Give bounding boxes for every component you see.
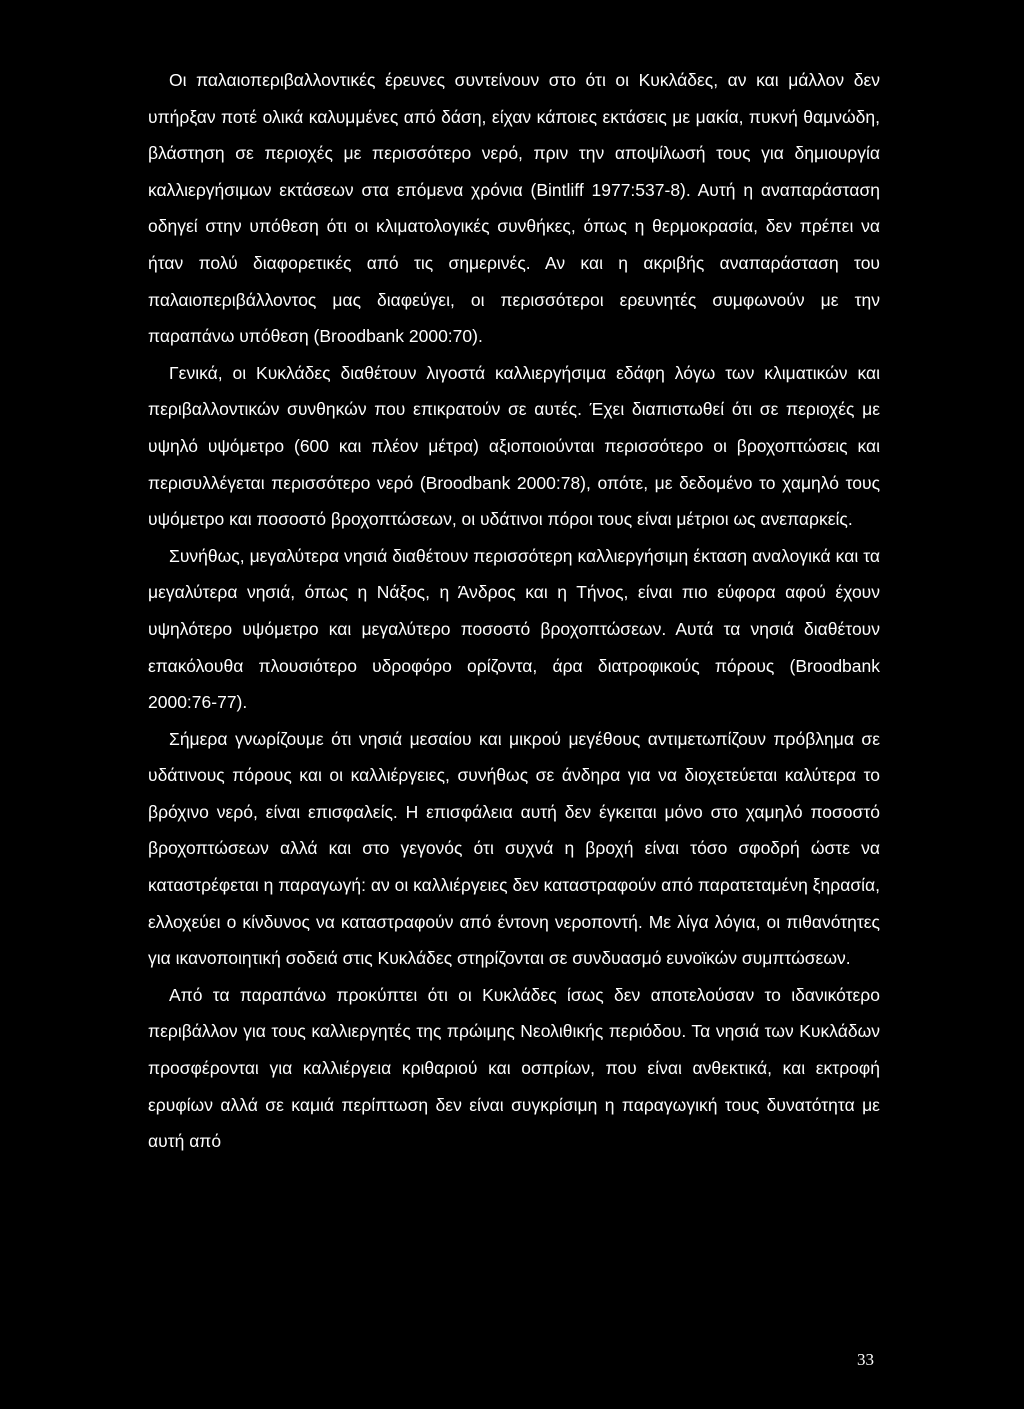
paragraph-neolithic-farmers: Από τα παραπάνω προκύπτει ότι οι Κυκλάδες ίσως δεν αποτελούσαν το ιδανικότερο περιβάλλον για τους καλλιεργητές της πρώιμης Νεολιθικής περιόδου. Τα νησιά των Κυκλάδων προσφέρονται για καλλιέργεια κριθαριού και οσπρίων, που είναι ανθεκτικά, και εκτροφή ερυφίων αλλά σε καμιά περίπτωση δεν είναι συγκρίσιμη η παραγωγική τους δυνατότητα με αυτή από bbox=[148, 984, 880, 1152]
paragraph-water-resources: Σήμερα γνωρίζουμε ότι νησιά μεσαίου και μικρού μεγέθους αντιμετωπίζουν πρόβλημα σε υδάτινους πόρους και οι καλλιέργειες, συνήθως σε άνδηρα για να διοχετεύεται καλύτερα το βρόχινο νερό, είναι επισφαλείς. Η επισφάλεια αυτή δεν έγκειται μόνο στο χαμηλό ποσοστό βροχοπτώσεων αλλά και στο γεγονός ότι συχνά η βροχή είναι τόσο σφοδρή ώστε να καταστρέφεται η παραγωγή: αν οι καλλιέργειες δεν καταστραφούν από παρατεταμένη ξηρασία, ελλοχεύει ο κίνδυνος να καταστραφούν από έντονη νεροποντή. Με λίγα λόγια, οι πιθανότητες για ικανοποιητική σοδειά στις Κυκλάδες στηρίζονται σε συνδυασμό ευνοϊκών συμπτώσεων. bbox=[148, 728, 880, 969]
page-number: 33 bbox=[857, 1350, 874, 1369]
paragraph-arable-land: Γενικά, οι Κυκλάδες διαθέτουν λιγοστά καλλιεργήσιμα εδάφη λόγω των κλιματικών και περιβαλλοντικών συνθηκών που επικρατούν σε αυτές. Έχει διαπιστωθεί ότι σε περιοχές με υψηλό υψόμετρο (600 και πλέον μέτρα) αξιοποιούνται περισσότερο οι βροχοπτώσεις και περισυλλέγεται περισσότερο νερό (Broodbank 2000:78), οπότε, με δεδομένο το χαμηλό τους υψόμετρο και ποσοστό βροχοπτώσεων, οι υδάτινοι πόροι τους είναι μέτριοι ως ανεπαρκείς. bbox=[148, 362, 880, 530]
page-body bbox=[148, 62, 880, 1160]
paragraph-paleoenvironment: Οι παλαιοπεριβαλλοντικές έρευνες συντείνουν στο ότι οι Κυκλάδες, αν και μάλλον δεν υπήρξαν ποτέ ολικά καλυμμένες από δάση, είχαν κάποιες εκτάσεις με μακία, πυκνή θαμνώδη, βλάστηση σε περιοχές με περισσότερο νερό, πριν την αποψίλωσή τους για δημιουργία καλλιεργήσιμων εκτάσεων στα επόμενα χρόνια (Bintliff 1977:537-8). Αυτή η αναπαράσταση οδηγεί στην υπόθεση ότι οι κλιματολογικές συνθήκες, όπως η θερμοκρασία, δεν πρέπει να ήταν πολύ διαφορετικές από τις σημερινές. Αν και η ακριβής αναπαράσταση του παλαιοπεριβάλλοντος μας διαφεύγει, οι περισσότεροι ερευνητές συμφωνούν με την παραπάνω υπόθεση (Broodbank 2000:70). bbox=[148, 70, 880, 347]
paragraph-larger-islands: Συνήθως, μεγαλύτερα νησιά διαθέτουν περισσότερη καλλιεργήσιμη έκταση αναλογικά και τα μεγαλύτερα νησιά, όπως η Νάξος, η Άνδρος και η Τήνος, είναι πιο εύφορα αφού έχουν υψηλότερο υψόμετρο και μεγαλύτερο ποσοστό βροχοπτώσεων. Αυτά τα νησιά διαθέτουν επακόλουθα πλουσιότερο υδροφόρο ορίζοντα, άρα διατροφικούς πόρους (Broodbank 2000:76-77). bbox=[148, 545, 880, 713]
